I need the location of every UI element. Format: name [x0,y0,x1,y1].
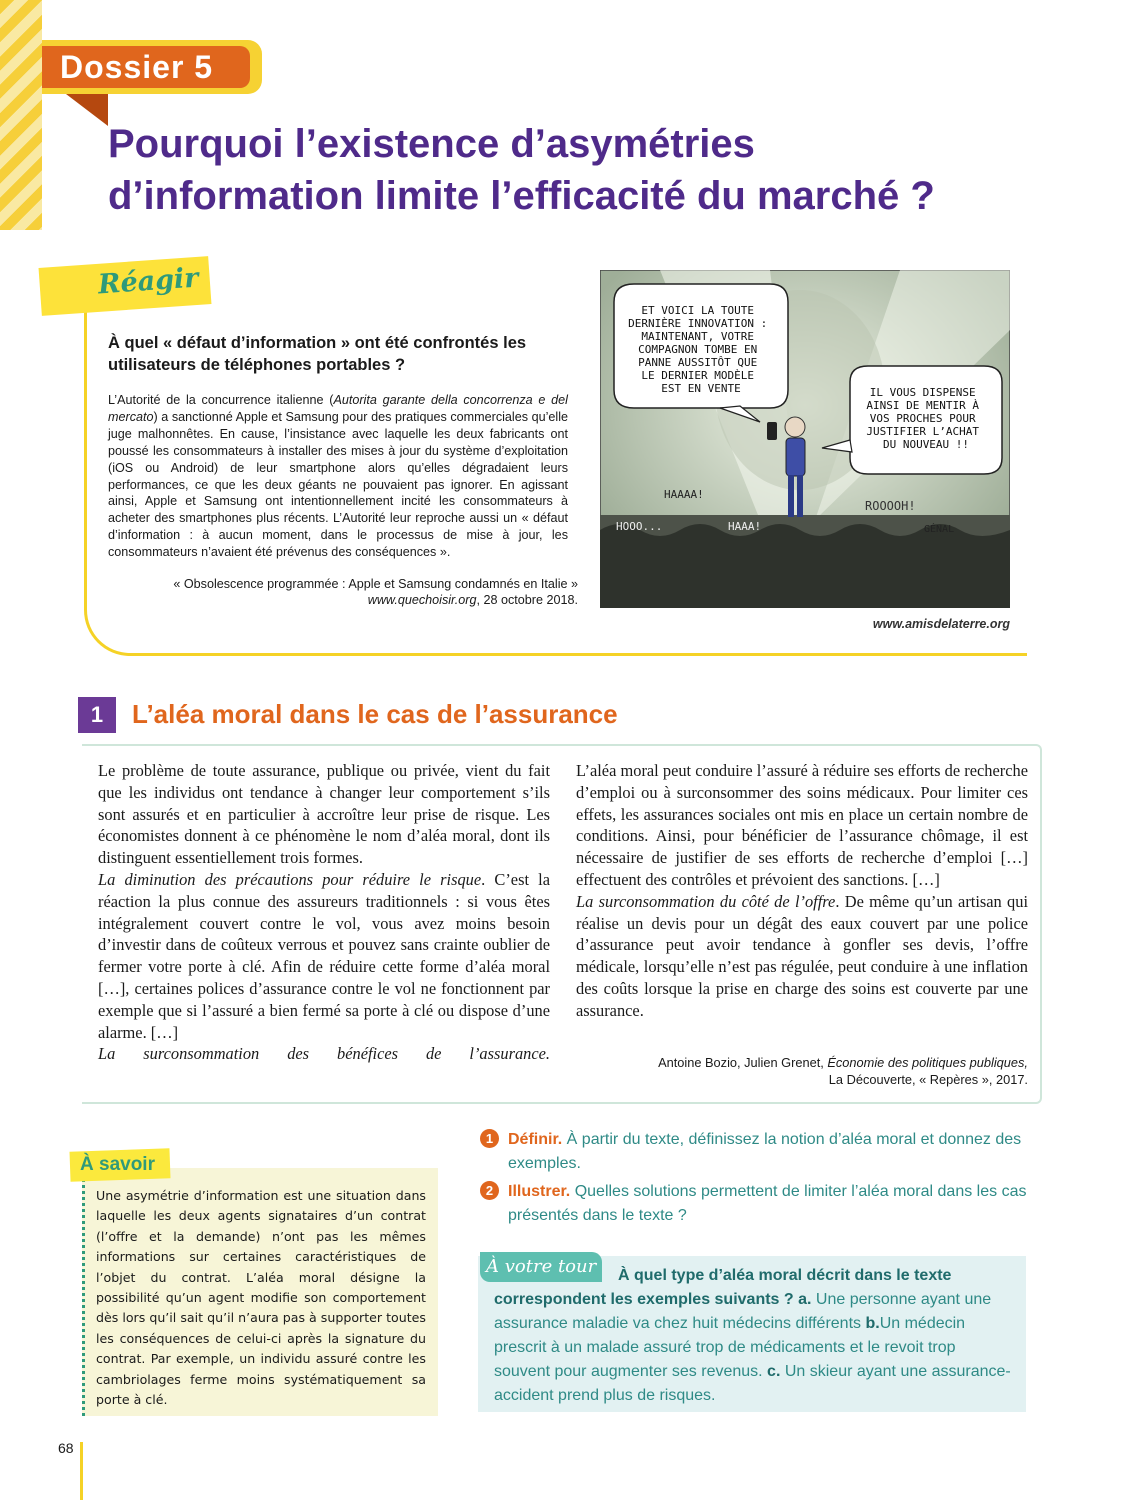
crowd-exclamation-4: ROOOOH! [865,499,916,513]
cartoon-illustration [600,270,1010,608]
bubble1-line: LE DERNIER MODÈLE [641,369,754,382]
bubble2-line: AINSI DE MENTIR À [866,399,979,412]
question-2-keyword: Illustrer. [508,1183,571,1200]
reagir-text-part2: ) a sanctionné Apple et Samsung pour des pratiques commerciales qu’elle juge malhonnêtes. En cause, l’insistance avec laquelle les deux fabricants ont poussé les consommateurs à installer des mises à jour du système d’exploitation (iOS ou Android) de leur smartphone alors qu’elles dégradaient leurs performances, ce que les deux géants ne pouvaient pas ignorer. En agissant ainsi, Apple et Samsung ont intentionnellement incité les consommateurs à acheter des smartphones plus récents. L’Autorité leur reproche aussi un « défaut d’information : à aucun moment, dans le processus de mise à jour, les consommateurs n’avaient été prévenus des conséquences ». [108,409,568,560]
question-1-text: À partir du texte, définissez la notion d’aléa moral et donnez des exemples. [508,1131,1022,1172]
bubble2-line: IL VOUS DISPENSE [869,386,976,399]
bubble1-line: EST EN VENTE [661,382,741,395]
page-title [108,118,1068,222]
reagir-source-site: www.quechoisir.org [367,593,477,607]
right-paragraph-2-text: . De même qu’un artisan qui réalise un devis pour un dégât des eaux couvert par une police d’assurance peut avoir tendance à gonfler ses devis, l’offre médicale, lorsqu’elle n’est pas régulée, peut conduire à une inflation des coûts lorsque la prise en charge des soins est couverte par une assurance. [576,891,1028,1020]
reagir-source-ref [108,592,578,608]
votre-tour-b-label: b. [865,1315,880,1332]
left-italic-heading-2: La surconsommation des bénéfices de l’assurance. [98,1044,550,1064]
bubble1-line: COMPAGNON TOMBE EN [638,343,758,356]
right-italic-heading-1: La surconsommation du côté de l’offre [576,891,836,911]
reagir-source-date: , 28 octobre 2018. [476,593,578,607]
decorative-stripes [0,0,42,230]
source-authors: Antoine Bozio, Julien Grenet, [658,1055,828,1070]
bubble1-line: ET VOICI LA TOUTE [641,304,754,317]
crowd-exclamation-3: HAAA! [728,520,762,533]
crowd-exclamation-1: HAAAA! [664,488,704,501]
bubble2-line: DU NOUVEAU !! [882,438,970,451]
reagir-label: Réagir [97,262,200,301]
votre-tour-c: Un skieur ayant une assurance-accident prend plus de risques. [494,1363,1011,1404]
left-paragraph-1: Le problème de toute assurance, publique ou privée, vient du fait que les individus ont tendance à changer leur comportement s’ils sont assurés et en particulier à accroître leur prise de risque. Les économistes donnent à ce phénomène le nom d’aléa moral, dont ils distinguent essentiellement trois formes. [98,761,550,868]
speech-bubble-1 [614,284,788,422]
savoir-text: Une asymétrie d’information est une situation dans laquelle les deux agents signataires d’un contrat (l’offre et la demande) n’ont pas les mêmes informations sur certaines caractéristiques de l’objet du contrat. L’aléa moral désigne la possibilité qu’un agent modifie son comportement dès lors qu’il sait qu’il n’aura pas à supporter toutes les conséquences de celui-ci après la signature du contrat. Par exemple, un individu assuré contre les cambriolages ferme moins systématiquement sa porte à clé. [96,1188,426,1408]
question-1-number: 1 [480,1129,499,1148]
votre-tour-text [494,1264,1014,1408]
question-2-text: Quelles solutions permettent de limiter l’aléa moral dans les cas présentés dans le texte ? [508,1183,1027,1224]
votre-tour-a: Une personne ayant une assurance maladie va chez huit médecins différents [494,1291,992,1332]
source-book: Économie des politiques publiques, [827,1055,1028,1070]
svg-text:IL VOUS DISPENSE AINSI D [866,386,985,451]
audience-heads [600,524,1010,608]
cartoon-signature: GÉNAL [924,524,955,535]
title-line-1: Pourquoi l’existence d’asymétries [108,122,755,166]
bubble2-line: JUSTIFIER L’ACHAT [866,425,979,438]
right-paragraph-2 [576,891,1028,1022]
left-italic-heading-1: La diminution des précautions pour réduire le risque [98,869,482,889]
reagir-text-italic: Autorita garante della concorrenza e del mercato [108,393,568,424]
reagir-source-title: « Obsolescence programmée : Apple et Samsung condamnés en Italie » [173,577,578,591]
smartphone-icon [767,422,777,440]
reagir-text [108,392,568,561]
question-2 [480,1180,1028,1228]
svg-text:ET VOICI LA TOUTE DERNIÈ [628,304,774,395]
question-1 [480,1128,1028,1176]
source-line-1 [560,1054,1028,1071]
document-source [560,1054,1028,1088]
title-line-2: d’information limite l’efficacité du marché ? [108,174,935,218]
dossier-label: Dossier 5 [42,46,250,88]
source-publisher: La Découverte, « Repères », 2017. [828,1072,1028,1087]
section-number: 1 [78,697,116,733]
cartoon-credit: www.amisdelaterre.org [872,617,1010,631]
bubble1-line: DERNIÈRE INNOVATION : [628,317,768,330]
page-number-bar [80,1442,83,1500]
dossier-tag [42,40,262,94]
dossier-fold [66,94,108,126]
votre-tour-c-label: c. [767,1363,781,1380]
bubble2-line: VOS PROCHES POUR [869,412,976,425]
bubble1-line: PANNE AUSSITÔT QUE [638,356,758,369]
question-1-keyword: Définir. [508,1131,563,1148]
right-paragraph-1: L’aléa moral peut conduire l’assuré à réduire ses efforts de recherche d’emploi ou à surconsommer des soins médicaux. Pour limiter ces effets, les assurances sociales ont mis en place un certain nombre de conditions. Ainsi, pour bénéficier de l’assurance chômage, il est nécessaire de justifier de ses efforts de recherche d’emploi […] effectuent des contrôles et prévoient des sanctions. […] [576,761,1028,889]
text-column-left [98,760,550,1065]
bubble1-line: MAINTENANT, VOTRE [641,330,754,343]
crowd-exclamation-2: HOOO... [616,520,663,533]
question-2-number: 2 [480,1181,499,1200]
section-title: L’aléa moral dans le cas de l’assurance [132,699,618,729]
savoir-label: À savoir [80,1154,155,1175]
left-paragraph-2 [98,869,550,1043]
text-column-right [576,760,1028,1022]
votre-tour-label: À votre tour [486,1256,597,1277]
page-number: 68 [58,1440,74,1456]
votre-tour-lead: À quel type d’aléa moral décrit dans le texte correspondent les exemples suivants ? a. [494,1267,952,1308]
reagir-text-part1: L’Autorité de la concurrence italienne ( [108,393,334,407]
reagir-question: À quel « défaut d’information » ont été confrontés les utilisateurs de téléphones portables ? [108,334,527,374]
left-paragraph-2-text: . C’est la réaction la plus connue des assureurs traditionnels : si vous êtes intégralement couvert contre le vol, vous avez moins besoin d’investir dans de coûteux verrous et pouvez sans crainte oublier de fermer votre porte à clé. Afin de réduire cette forme d’aléa moral […], certaines polices d’assurance contre le vol ne fonctionnent par exemple que si l’assuré a bien fermé sa porte à clé ou dispose d’une alarme. […] [98,869,550,1042]
votre-tour-b: Un médecin prescrit à un malade assuré trop de médicaments et le revoit trop souvent pour augmenter ses revenus. [494,1315,966,1380]
